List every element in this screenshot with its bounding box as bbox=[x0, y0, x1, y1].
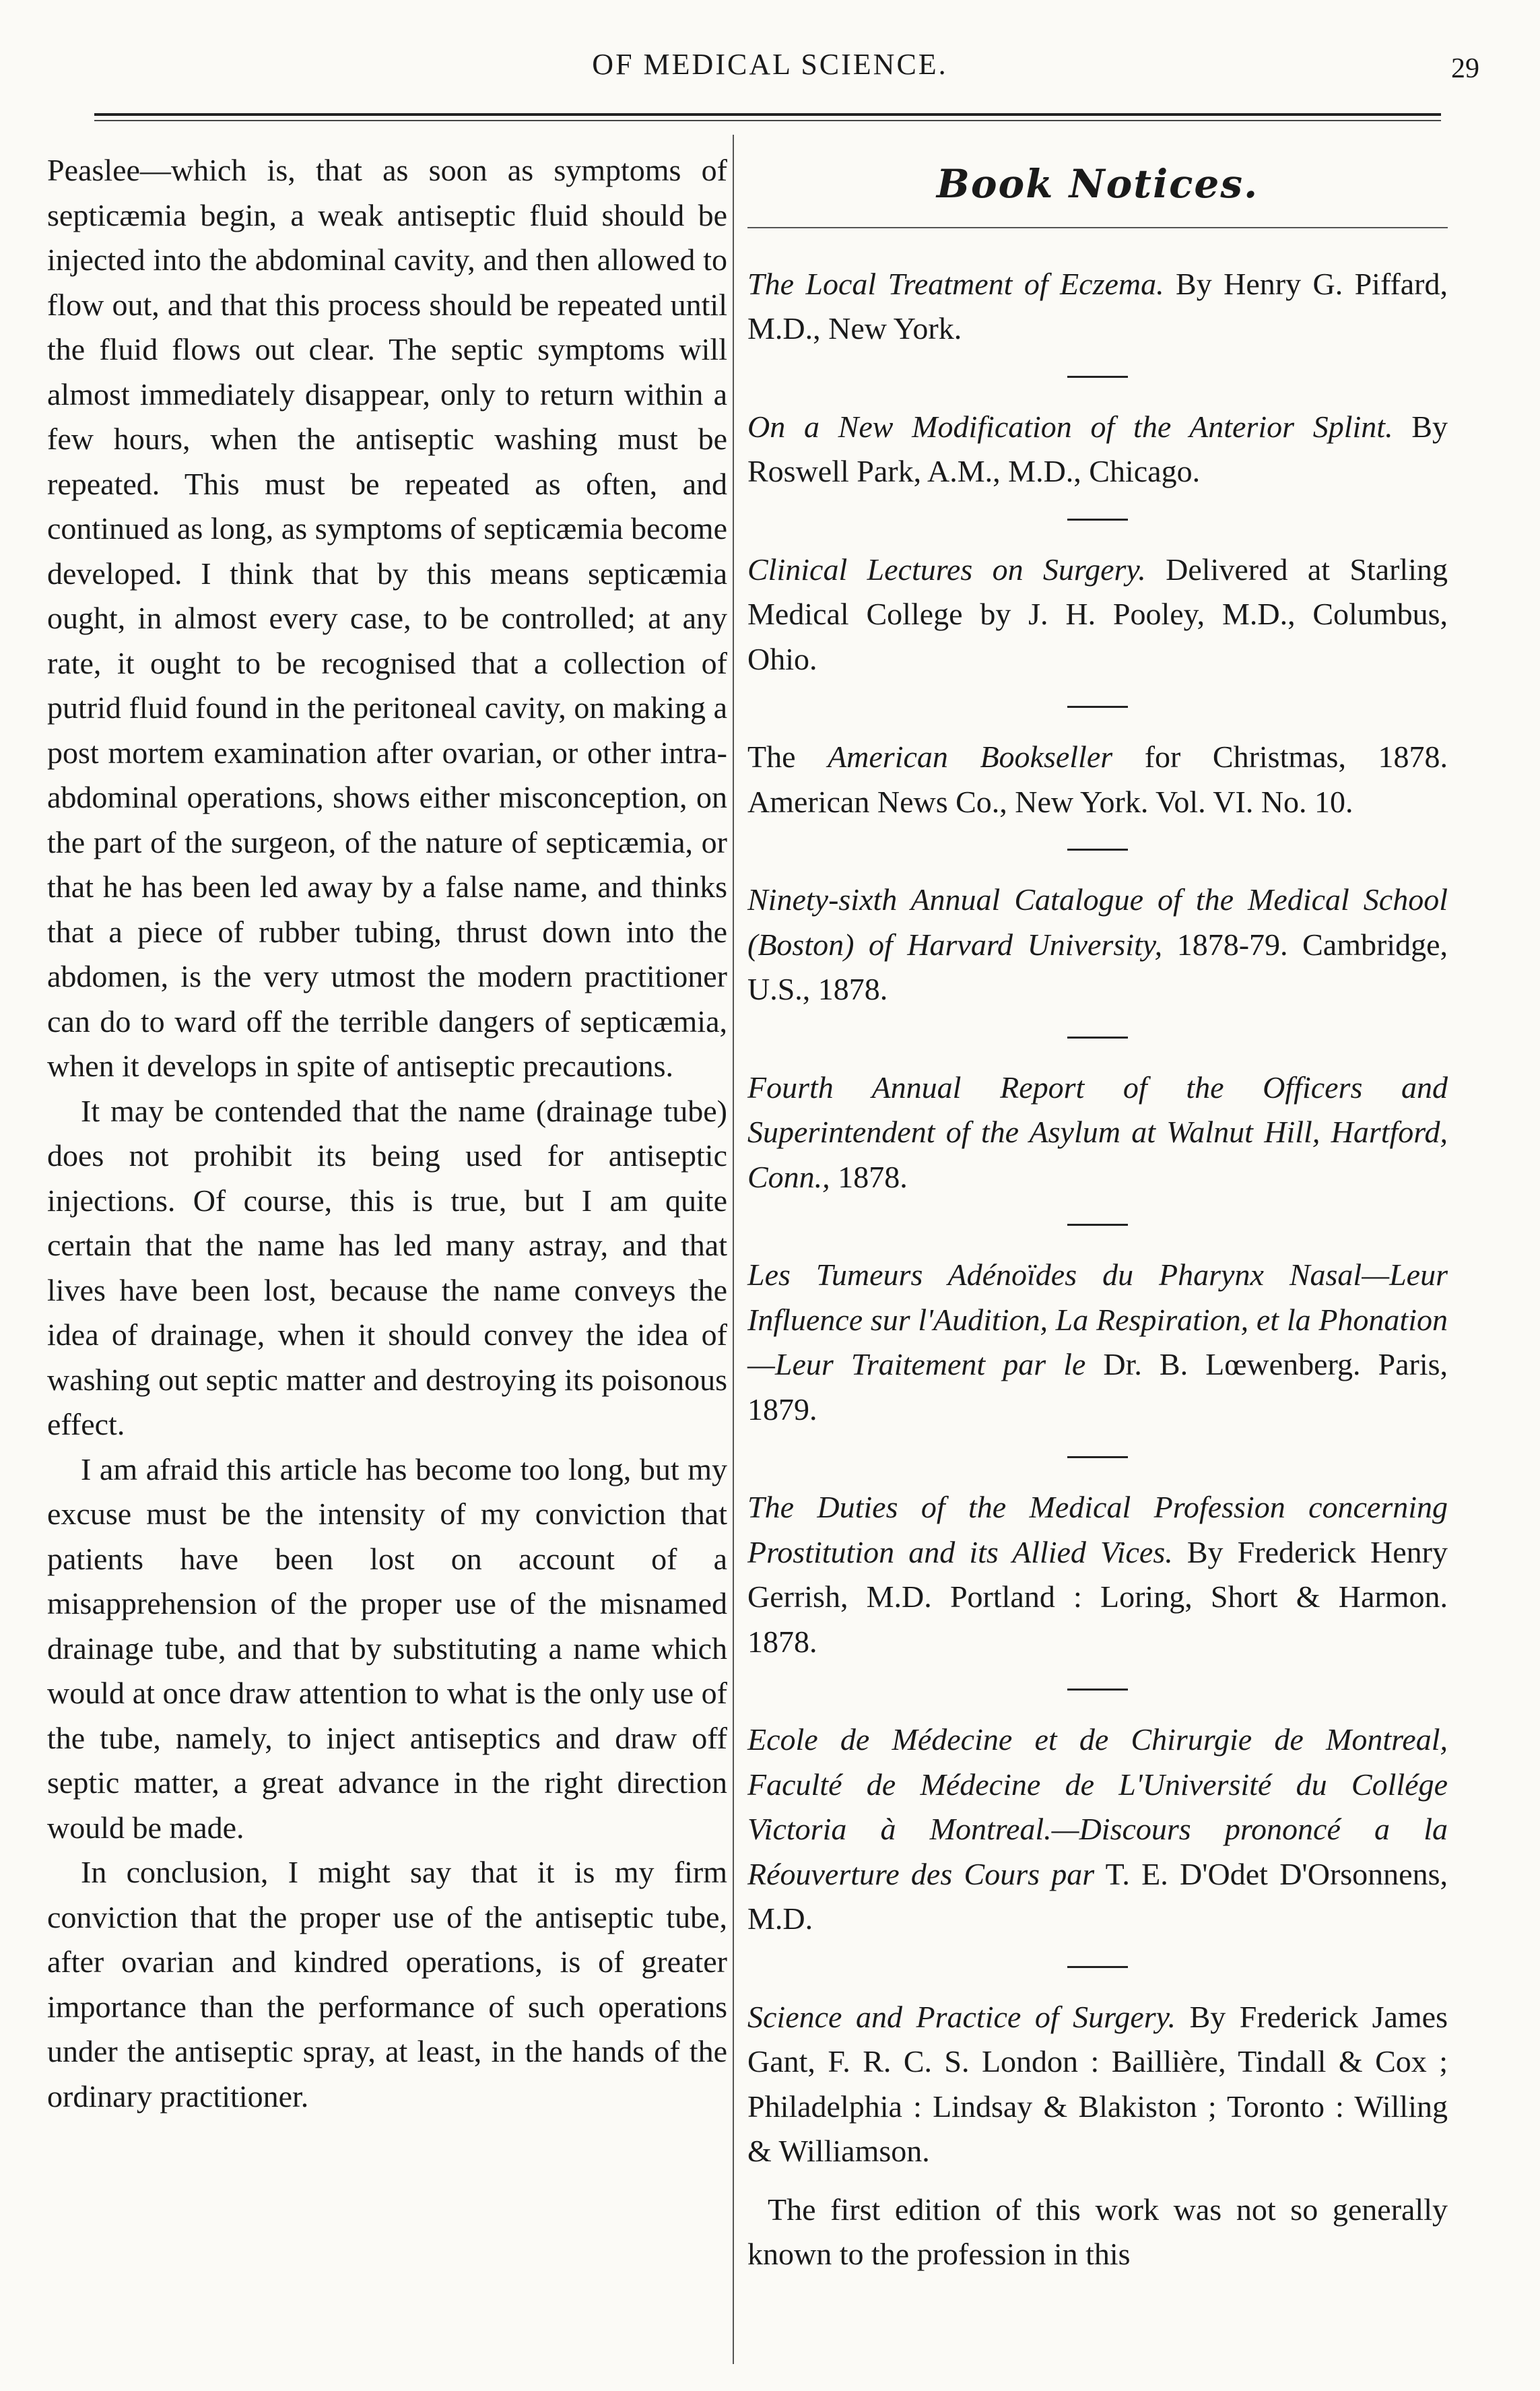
notice-details: T. E. D'Odet D'Orsonnens, M.D. bbox=[747, 1856, 1448, 1936]
notice-title: The Duties of the Medical Profession concerning Prostitution and its Allied Vices. bbox=[747, 1490, 1448, 1569]
book-notice bbox=[747, 1066, 1448, 1200]
notice-details: Delivered at Starling Medical College by J. H. Pooley, M.D., Columbus, Ohio. bbox=[747, 552, 1448, 676]
article-paragraph: It may be contended that the name (drainage tube) does not prohibit its being used for antiseptic injections. Of course, this is true, but I am quite certain that the name has led many astray, and that lives have been lost, because the name conveys the idea of drainage, when it should convey the idea of washing out septic matter and destroying its poisonous effect. bbox=[47, 1093, 727, 1441]
notice-separator bbox=[1067, 1689, 1128, 1691]
right-column-book-notices bbox=[747, 148, 1448, 2371]
notice-separator bbox=[1067, 376, 1128, 378]
notice-separator bbox=[1067, 706, 1128, 708]
notice-title: Les Tumeurs Adénoïdes du Pharynx Nasal—Leur Influence sur l'Audition, La Respiration, et la Phonation—Leur Traitement par le bbox=[747, 1257, 1448, 1381]
book-notice bbox=[747, 262, 1448, 352]
book-notice bbox=[747, 548, 1448, 682]
notice-title: Ninety-sixth Annual Catalogue of the Medical School (Boston) of Harvard University, bbox=[747, 882, 1448, 962]
notice-title: Science and Practice of Surgery. bbox=[747, 1999, 1176, 2034]
notice-separator bbox=[1067, 1037, 1128, 1039]
notice-details: By Frederick Henry Gerrish, M.D. Portland : Loring, Short & Harmon. 1878. bbox=[747, 1534, 1448, 1659]
notice-details: By Roswell Park, A.M., M.D., Chicago. bbox=[747, 409, 1448, 488]
notice-details: By Henry G. Piffard, M.D., New York. bbox=[747, 266, 1448, 346]
book-notice bbox=[747, 878, 1448, 1012]
notice-details: By Frederick James Gant, F. R. C. S. London : Baillière, Tindall & Cox ; Philadelphia : Lindsay & Blakiston ; Toronto : Willing & Williamson. bbox=[747, 1999, 1448, 2168]
book-notice bbox=[747, 1995, 1448, 2174]
header-rule-thin bbox=[94, 120, 1441, 121]
article-paragraph: I am afraid this article has become too long, but my excuse must be the intensity of my conviction that patients have been lost on account of a misapprehension of the proper use of the misnamed drainage tube, and that by substituting a name which would at once draw attention to what is the only use of the tube, namely, to inject antiseptics and draw off septic matter, a great advance in the right direction would be made. bbox=[47, 1451, 727, 1845]
book-notice bbox=[747, 1717, 1448, 1942]
heading-rule bbox=[747, 227, 1448, 228]
notice-details: 1878-79. Cambridge, U.S., 1878. bbox=[747, 927, 1448, 1006]
notice-title: Clinical Lectures on Surgery. bbox=[747, 552, 1146, 587]
notice-review-text: The first edition of this work was not so generally known to the profession in this bbox=[747, 2192, 1448, 2271]
running-header bbox=[0, 47, 1540, 94]
notice-separator bbox=[1067, 849, 1128, 851]
notice-details: 1878. bbox=[830, 1159, 908, 1194]
notice-details: for Christmas, 1878. American News Co., New York. Vol. VI. No. 10. bbox=[747, 740, 1448, 819]
notice-separator bbox=[1067, 1224, 1128, 1226]
notice-separator bbox=[1067, 1966, 1128, 1968]
notice-title: On a New Modification of the Anterior Splint. bbox=[747, 409, 1393, 444]
notice-prefix: The bbox=[747, 740, 828, 774]
running-title: OF MEDICAL SCIENCE. bbox=[592, 48, 948, 81]
notice-title: Fourth Annual Report of the Officers and Superintendent of the Asylum at Walnut Hill, Hartford, Conn., bbox=[747, 1070, 1448, 1194]
book-notice bbox=[747, 405, 1448, 494]
book-notice bbox=[747, 735, 1448, 824]
notice-separator bbox=[1067, 519, 1128, 521]
notice-title: The Local Treatment of Eczema. bbox=[747, 266, 1164, 301]
column-divider bbox=[733, 135, 734, 2364]
notice-details: Dr. B. Lœwenberg. Paris, 1879. bbox=[747, 1347, 1448, 1427]
notice-title: American Bookseller bbox=[828, 740, 1113, 774]
article-paragraph: Peaslee—which is, that as soon as symptoms of septicæmia begin, a weak antiseptic fluid should be injected into the abdominal cavity, and then allowed to flow out, and that this process should be repeated until the fluid flows out clear. The septic symptoms will almost immediately disappear, only to return within a few hours, when the antiseptic washing must be repeated. This must be repeated as often, and continued as long, as symptoms of septicæmia become developed. I think that by this means septicæmia ought, in almost every case, to be controlled; at any rate, it ought to be recognised that a collection of putrid fluid found in the peritoneal cavity, on making a post mortem examination after ovarian, or other intra-abdominal operations, shows either misconception, on the part of the surgeon, of the nature of septicæmia, or that he has been led away by a false name, and thinks that a piece of rubber tubing, thrust down into the abdomen, is the very utmost the modern practitioner can do to ward off the terrible dangers of septicæmia, when it develops in spite of antiseptic precautions. bbox=[47, 153, 727, 1083]
book-notice bbox=[747, 1485, 1448, 1664]
book-notice bbox=[747, 1253, 1448, 1432]
left-column-article bbox=[47, 148, 727, 2371]
notice-separator bbox=[1067, 1456, 1128, 1458]
notice-title: Ecole de Médecine et de Chirurgie de Montreal, Faculté de Médecine de L'Université du Collége Victoria à Montreal.—Discours prononcé a la Réouverture des Cours par bbox=[747, 1722, 1448, 1891]
article-paragraph: In conclusion, I might say that it is my firm conviction that the proper use of the antiseptic tube, after ovarian and kindred operations, is of greater importance than the performance of such operations under the antiseptic spray, at least, in the hands of the ordinary practitioner. bbox=[47, 1855, 727, 2114]
header-rule-thick bbox=[94, 113, 1441, 116]
book-notices-heading: Book Notices. bbox=[936, 161, 1259, 207]
page-number: 29 bbox=[1451, 53, 1479, 84]
